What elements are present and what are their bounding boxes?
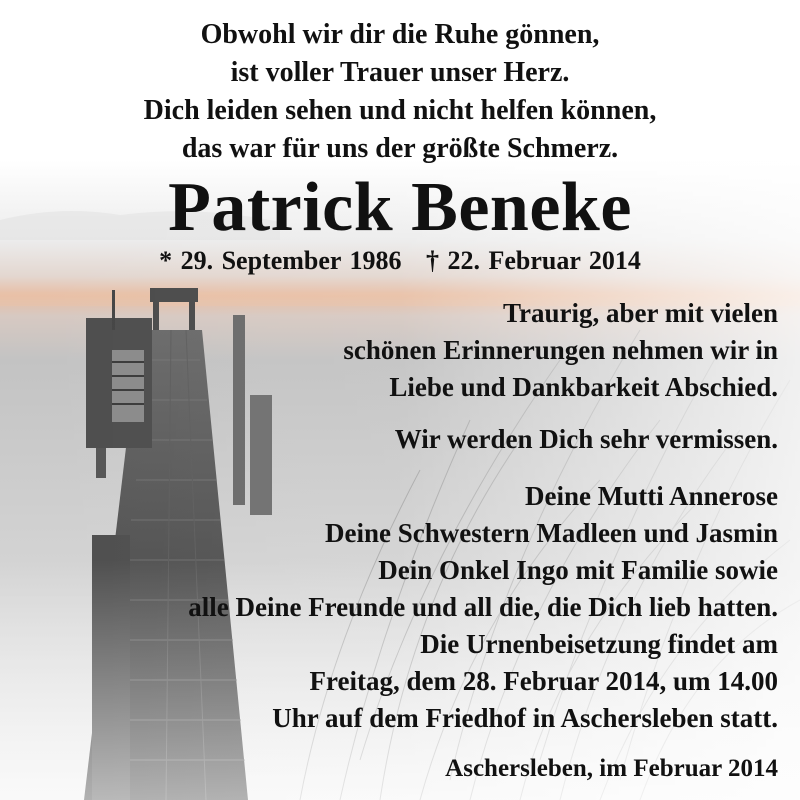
funeral-details — [18, 626, 778, 737]
mourner-line: alle Deine Freunde und all die, die Dich lieb hatten. — [188, 592, 778, 622]
message-line: Traurig, aber mit vielen — [503, 298, 778, 328]
poem-line: das war für uns der größte Schmerz. — [181, 133, 619, 164]
funeral-line: Uhr auf dem Friedhof in Aschersleben statt. — [272, 703, 778, 733]
death-date: † 22. Februar 2014 — [425, 246, 641, 275]
poem-line: Dich leiden sehen und nicht helfen können, — [143, 95, 657, 126]
place-date-text: Aschersleben, im Februar 2014 — [445, 755, 778, 782]
mourner-line: Dein Onkel Ingo mit Familie sowie — [378, 555, 778, 585]
life-dates — [0, 244, 800, 278]
message-line: schönen Erinnerungen nehmen wir in — [343, 335, 778, 365]
farewell-message — [18, 295, 778, 406]
mourners-list — [18, 478, 778, 626]
poem-verse — [0, 16, 800, 168]
poem-line: Obwohl wir dir die Ruhe gönnen, — [200, 19, 600, 50]
miss-you-text: Wir werden Dich sehr vermissen. — [394, 424, 778, 454]
place-and-date — [18, 750, 778, 787]
mourner-line: Deine Mutti Annerose — [525, 481, 778, 511]
birth-date: * 29. September 1986 — [159, 246, 402, 275]
miss-you-line — [18, 421, 778, 458]
message-line: Liebe und Dankbarkeit Abschied. — [389, 372, 778, 402]
funeral-line: Die Urnenbeisetzung findet am — [420, 629, 778, 659]
poem-line: ist voller Trauer unser Herz. — [230, 57, 570, 88]
mourner-line: Deine Schwestern Madleen und Jasmin — [324, 518, 778, 548]
deceased-name: Patrick Beneke — [168, 169, 632, 246]
funeral-line: Freitag, dem 28. Februar 2014, um 14.00 — [309, 666, 778, 696]
